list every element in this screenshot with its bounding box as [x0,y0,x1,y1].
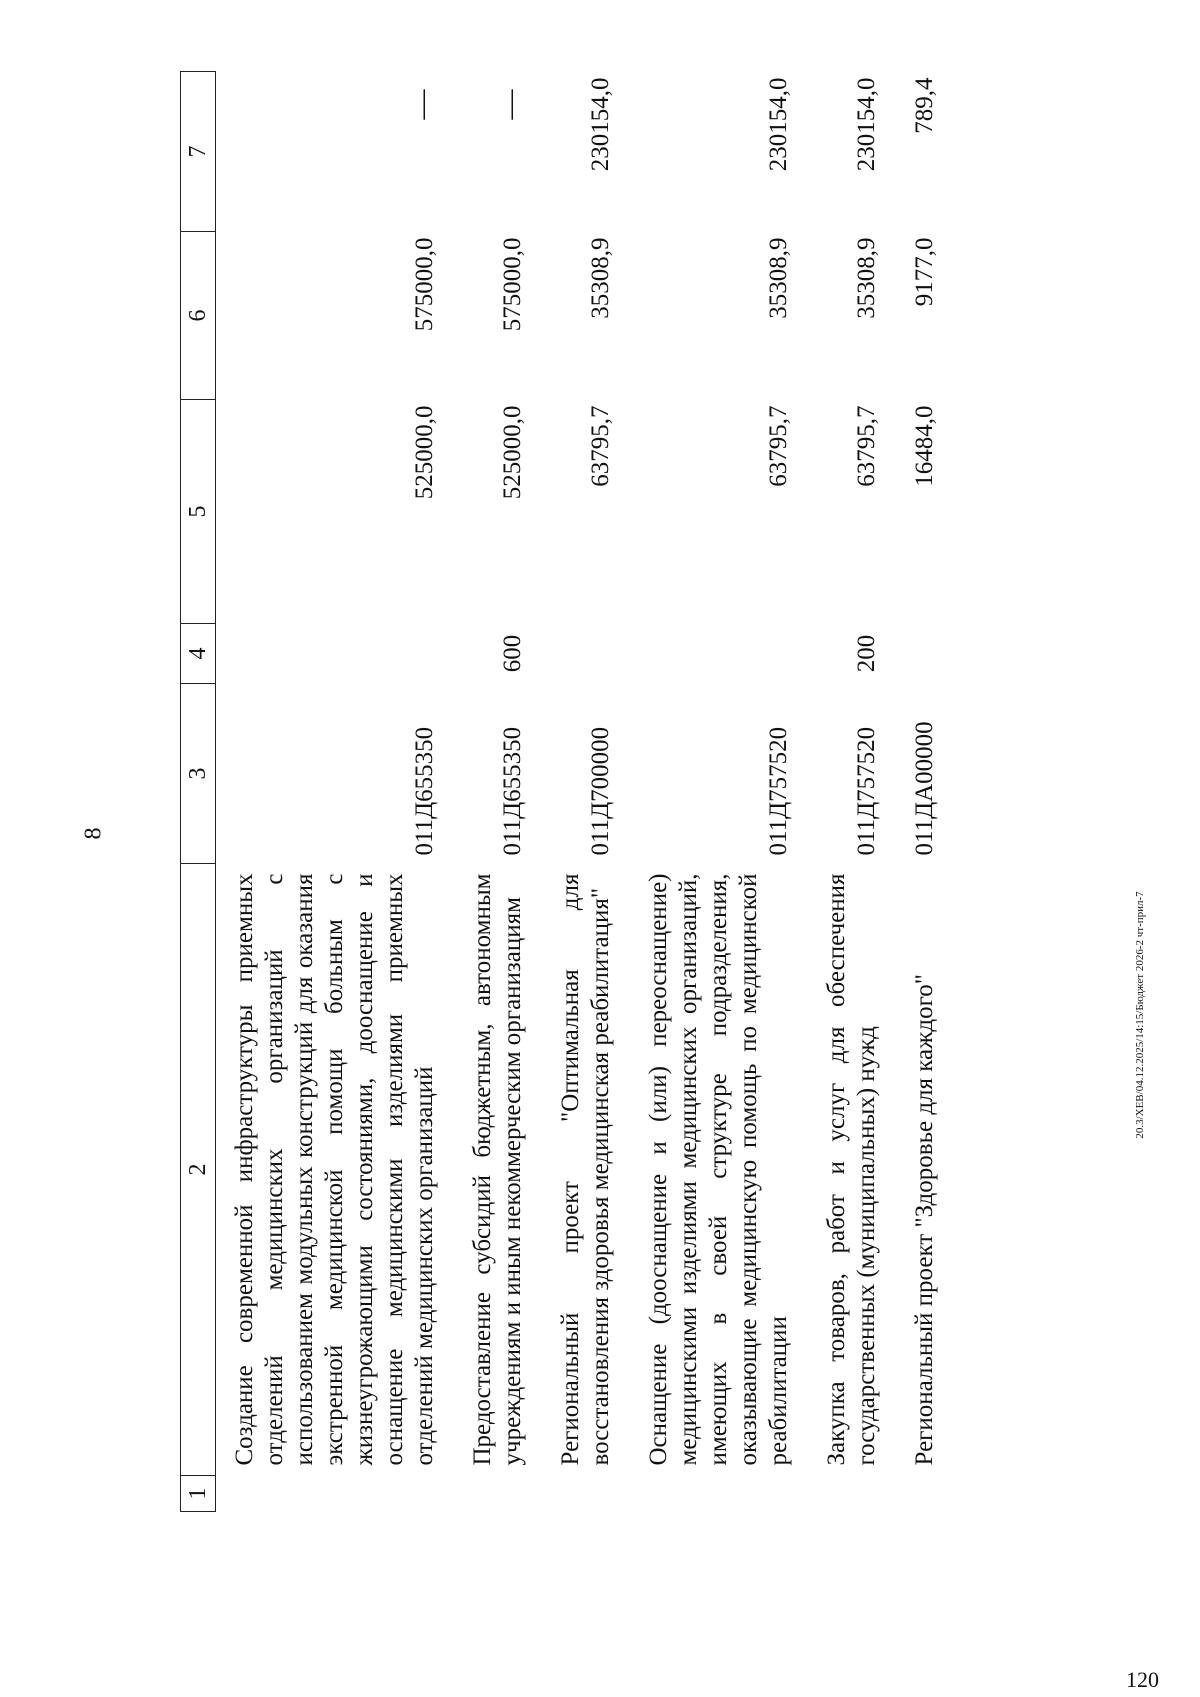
budget-table [180,71,954,1512]
cell-value-6: 575000,0 [411,237,438,332]
cell-col1 [542,1476,630,1512]
header-col-1: 1 [181,1476,216,1512]
table-row [542,72,630,1512]
cell-value-5: 525000,0 [499,405,526,500]
cell-code: 011Д655350 [499,726,526,856]
table-row [808,72,896,1512]
table-row [896,72,954,1512]
cell-value-5: 63795,7 [853,405,880,487]
header-col-5: 5 [181,400,216,624]
cell-value-7: 230154,0 [853,77,880,172]
table-header [181,72,216,1512]
cell-value-6: 35308,9 [587,237,614,319]
cell-code: 011ДА00000 [911,721,938,856]
budget-table-wrapper [180,72,1050,1512]
page-number: 8 [80,827,107,840]
cell-description: Оснащение (дооснащение и (или) переоснащение) медицинскими изделиями медицинских организаций, имеющих в своей структуре подразделения, оказывающие медицинскую помощь по медицинской реабилитации [645,873,792,1466]
cell-value-6: 35308,9 [853,237,880,319]
cell-col1 [896,1476,954,1512]
table-row [216,72,455,1512]
cell-value-7: 230154,0 [765,77,792,172]
cell-col1 [216,1476,455,1512]
cell-type [896,624,954,684]
cell-code: 011Д655350 [411,726,438,856]
cell-type: 600 [499,634,526,673]
cell-type [542,624,630,684]
cell-value-6: 9177,0 [911,237,938,307]
cell-description: Региональный проект "Оптимальная для восстановления здоровья медицинская реабилитация" [557,873,614,1466]
cell-value-5: 16484,0 [911,405,938,487]
document-stamp: 20.3/ХЕВ/04.12.2025/14:15/Бюджет 2026-2 чт-прил-7 [1134,891,1146,1139]
cell-value-7: 789,4 [911,77,938,134]
cell-description: Региональный проект "Здоровье для каждого" [911,974,938,1466]
sheet-number: 120 [1126,1667,1159,1692]
cell-description: Закупка товаров, работ и услуг для обеспечения государственных (муниципальных) нужд [823,873,880,1466]
cell-value-7: 230154,0 [587,77,614,172]
header-col-4: 4 [181,624,216,684]
header-col-6: 6 [181,232,216,400]
cell-value-7: — [493,89,526,120]
header-col-3: 3 [181,684,216,864]
cell-code: 011Д757520 [853,726,880,856]
cell-value-5: 63795,7 [765,405,792,487]
cell-value-7: — [405,89,438,120]
cell-col1 [630,1476,808,1512]
cell-value-6: 575000,0 [499,237,526,332]
table-row [630,72,808,1512]
cell-code: 011Д757520 [765,726,792,856]
cell-description: Предоставление субсидий бюджетным, автономным учреждениям и иным некоммерческим организациям [469,873,526,1466]
cell-value-5: 63795,7 [587,405,614,487]
cell-code: 011Д700000 [587,726,614,856]
cell-type [216,624,455,684]
cell-type: 200 [853,634,880,673]
cell-type [630,624,808,684]
cell-value-6: 35308,9 [765,237,792,319]
table-body [216,72,955,1512]
cell-value-5: 525000,0 [411,405,438,500]
cell-description: Создание современной инфраструктуры приемных отделений медицинских организаций с использованием модульных конструкций для оказания экстренной медицинской помощи больным с жизнеугрожающими состояниями, дооснащение и оснащение медицинскими изделиями приемных отделений медицинских организаций [231,873,438,1466]
table-row [454,72,542,1512]
cell-col1 [454,1476,542,1512]
header-col-2: 2 [181,864,216,1476]
cell-col1 [808,1476,896,1512]
header-col-7: 7 [181,72,216,232]
